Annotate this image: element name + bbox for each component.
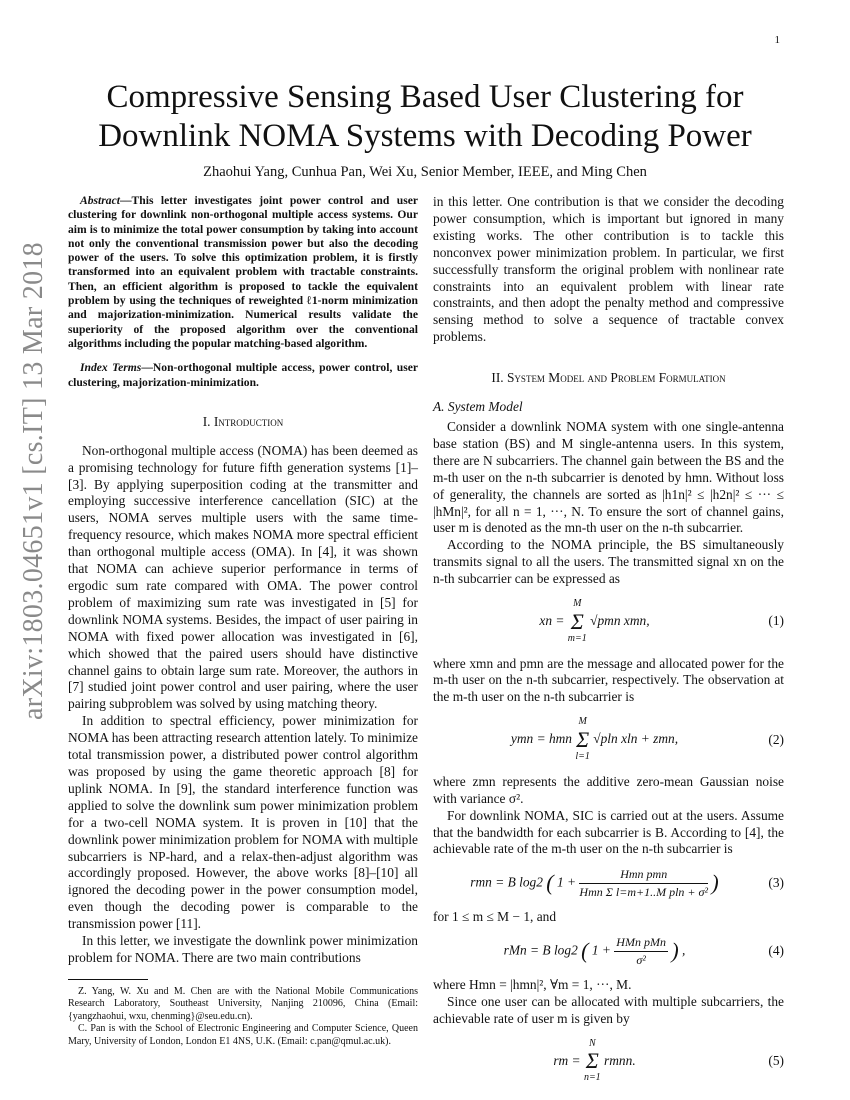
author-list: Zhaohui Yang, Cunhua Pan, Wei Xu, Senior Member, IEEE, and Ming Chen [203, 164, 647, 180]
eq4-denominator: σ² [636, 952, 646, 967]
system-paragraph-2: According to the NOMA principle, the BS simultaneously transmits signal to all the users. The transmitted signal xn on the n-th subcarrier can be expressed as [433, 537, 784, 587]
equation-1 [433, 596, 784, 648]
system-paragraph-7: where Hmn = |hmn|², ∀m = 1, ···, M. [433, 976, 632, 992]
eq2-rhs: √pln xln + zmn, [593, 731, 679, 747]
arxiv-side-stamp: arXiv:1803.04651v1 [cs.IT] 13 Mar 2018 [18, 242, 49, 720]
intro-paragraph-2: In addition to spectral efficiency, power minimization for NOMA has been attracting research attention lately. To minimize total transmission power, a distributed power control algorithm was proposed by using the game theoretic approach [8] for uplink NOMA. In [9], the standard interference function was applied to solve the downlink sum power minimization problem for a two-cell NOMA system. It is proven in [10] that the downlink power minimization problem for NOMA with multiple subcarriers is NP-hard, and a relax-then-adjust algorithm was accordingly proposed. However, the above works [8]–[10] all ignored the decoding power in the power consumption model, even though the decoding power is comparable to the transmission power [11]. [68, 713, 418, 932]
index-terms [68, 361, 418, 390]
eq5-sum-upper: N [588, 1037, 596, 1049]
footnote-rule [68, 979, 148, 980]
system-paragraph-1: Consider a downlink NOMA system with one single-antenna base station (BS) and M single-antenna users. In this system, there are N subcarriers. The channel gain between the BS and the m-th user on the n-th subcarrier is denoted by hmn. Without loss of generality, the channels are sorted as |h1n|² ≤ |h2n|² ≤ ··· ≤ |hMn|², for all n = 1, ···, N. To ensure the sort of channel gains, user m is denoted as the mn-th user on the n-th subcarrier. [433, 418, 784, 536]
left-column [68, 194, 418, 1048]
eq4-tail: , [682, 942, 686, 958]
eq2-lhs: ymn = hmn [510, 731, 573, 747]
eq1-number: (1) [768, 613, 784, 629]
eq3-left-paren: ( [546, 870, 554, 896]
eq3-number: (3) [768, 875, 784, 891]
equation-2 [433, 714, 784, 766]
eq5-lhs: rm = [553, 1052, 584, 1068]
eq5-rhs: rmnn. [604, 1052, 636, 1068]
eq1-lhs: xn = [539, 612, 568, 628]
eq3-right-paren: ) [711, 870, 719, 896]
abstract-label: Abstract [80, 194, 120, 207]
intro-paragraph-1: Non-orthogonal multiple access (NOMA) has been deemed as a promising technology for future fifth generation systems [1]–[3]. By applying superposition coding at the transmitter and employing successive interference cancellation (SIC) at the users, NOMA serves multiple users with the same time-frequency resource, which makes NOMA more spectral efficient than orthogonal multiple access (OMA). In [4], it was shown that NOMA can achieve superior performance in terms of ergodic sum rate compared with OMA. The power control problem of maximizing sum rate was investigated in [5] for downlink NOMA systems. Besides, the impact of user pairing in NOMA with fixed power allocation was investigated in [6], which showed that the paired users should have distinctive channel gains to obtain large sum rate. Moreover, the authors in [7] studied joint power control and user pairing, where the user pairing subproblem was solved by using matching theory. [68, 442, 418, 712]
eq5-sum-symbol: Σ [585, 1048, 599, 1074]
eq5-number: (5) [768, 1052, 784, 1068]
eq1-sum-symbol: Σ [570, 608, 584, 634]
eq2-sum-symbol: Σ [576, 726, 590, 752]
eq5-sum [584, 1036, 601, 1088]
section-heading-introduction: I. Introduction [202, 413, 284, 429]
intro-paragraph-3: In this letter, we investigate the downlink power minimization problem for NOMA. There are two main contributions [68, 933, 418, 965]
eq2-number: (2) [768, 731, 784, 747]
equation-4 [433, 934, 784, 969]
eq2-sum [575, 714, 590, 766]
equation-5 [433, 1036, 784, 1088]
subsection-heading-system-model: A. System Model [433, 399, 523, 415]
abstract [68, 194, 418, 351]
eq5-sum-lower: n=1 [583, 1072, 601, 1084]
eq4-number: (4) [768, 942, 784, 958]
eq1-sum-lower: m=1 [567, 632, 587, 644]
index-terms-text: —Non-orthogonal multiple access, power control, user clustering, majorization-minimization. [68, 361, 419, 389]
equation-3 [433, 866, 784, 901]
eq4-fraction [614, 934, 668, 969]
right-column [433, 194, 784, 1095]
eq1-sum [568, 596, 587, 648]
eq1-rhs: √pmn xmn, [590, 612, 650, 628]
footnote-affiliation-2: C. Pan is with the School of Electronic Engineering and Computer Science, Queen Mary, University of London, London E1 4NS, U.K. (Email: c.pan@qmul.ac.uk). [68, 1023, 418, 1047]
section-heading-system-model: II. System Model and Problem Formulation [491, 370, 726, 386]
eq3-one: 1 + [556, 874, 577, 890]
eq2-sum-lower: l=1 [575, 750, 590, 762]
eq4-one: 1 + [591, 942, 611, 958]
eq4-right-paren: ) [671, 937, 679, 963]
abstract-text: —This letter investigates joint power control and user clustering for downlink non-orthogonal multiple access systems. Our aim is to minimize the total power consumption by taking into account not only the conventional transmission power but also the decoding power of the users. To solve this optimization problem, it is firstly transformed into an equivalent problem with tractable constraints. Then, an efficient algorithm is proposed to tackle the equivalent problem by using the techniques of reweighted ℓ1-norm minimization and majorization-minimization. Numerical results validate the superiority of the proposed algorithm over the conventional algorithms including the popular matching-based algorithm. [68, 194, 418, 350]
system-paragraph-5: For downlink NOMA, SIC is carried out at the users. Assume that the bandwidth for each subcarrier is B. According to [4], the achievable rate of the m-th user on the n-th subcarrier is [433, 807, 784, 857]
eq3-numerator: Hmn pmn [579, 866, 708, 884]
system-paragraph-4: where zmn represents the additive zero-mean Gaussian noise with variance σ². [433, 773, 784, 806]
index-terms-label: Index Terms [80, 361, 142, 375]
intro-paragraph-3-continued: in this letter. One contribution is that we consider the decoding power consumption, which is important but ignored in many existing works. The other contribution is to tackle this nonconvex power minimization problem. In particular, we first successfully transform the original problem with nonlinear rate constraints into an equivalent problem with linear rate constraints, and then adopt the penalty method and compressive sensing method to solve a sequence of tractable convex problems. [433, 194, 784, 345]
page-number: 1 [774, 34, 780, 46]
footnote-affiliation-1: Z. Yang, W. Xu and M. Chen are with the National Mobile Communications Research Laboratory, Southeast University, Nanjing 210096, China (Email: {yangzhaohui, wxu, chenming}@seu.edu.cn). [68, 985, 418, 1022]
eq3-lhs: rmn = B log2 [470, 874, 543, 890]
system-paragraph-6: for 1 ≤ m ≤ M − 1, and [433, 909, 557, 925]
system-paragraph-3: where xmn and pmn are the message and allocated power for the m-th user on the n-th subcarrier, respectively. The observation at the m-th user on the n-th subcarrier is [433, 655, 784, 705]
eq3-denominator: Hmn Σ l=m+1..M pln + σ² [579, 885, 709, 900]
system-paragraph-8: Since one user can be allocated with multiple subcarriers, the achievable rate of user m is given by [433, 993, 784, 1026]
eq3-fraction [579, 866, 708, 901]
eq4-left-paren: ( [581, 937, 589, 963]
eq1-sum-upper: M [573, 598, 582, 610]
eq4-lhs: rMn = B log2 [503, 942, 578, 958]
eq4-numerator: HMn pMn [614, 934, 668, 952]
paper-title: Compressive Sensing Based User Clustering for Downlink NOMA Systems with Decoding Power [98, 79, 752, 154]
eq2-sum-upper: M [578, 716, 587, 728]
